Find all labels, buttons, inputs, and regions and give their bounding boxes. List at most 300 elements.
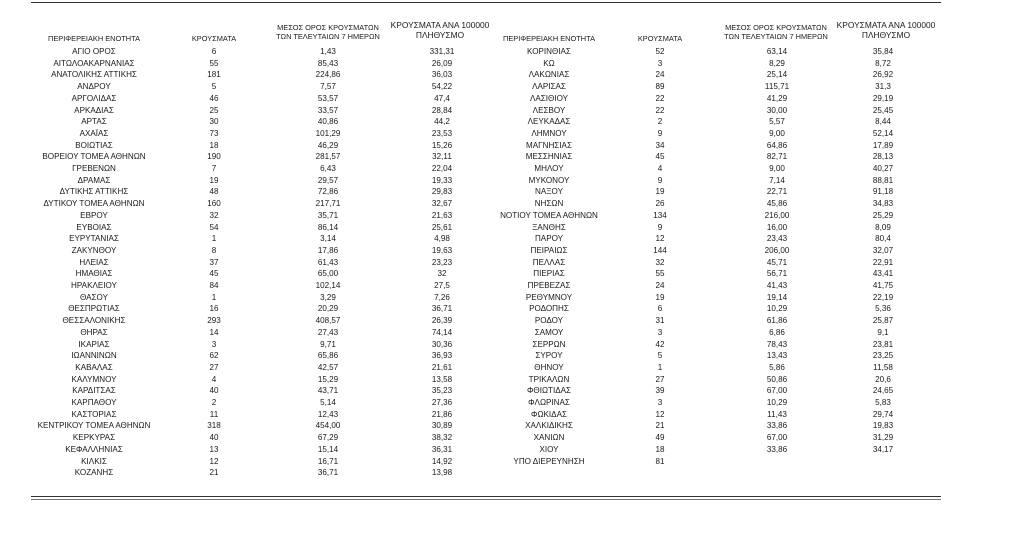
right-cell-cases: 6: [657, 304, 663, 314]
right-cell-region: ΜΑΓΝΗΣΙΑΣ: [526, 140, 572, 150]
left-cell-avg7: 72,86: [317, 187, 339, 197]
right-cell-per100k: 52,14: [872, 128, 894, 138]
left-cell-avg7: 9,71: [320, 339, 336, 349]
left-cell-cases: 8: [211, 245, 217, 255]
right-cell-cases: 22: [655, 105, 665, 115]
right-table-row: [0, 140, 1024, 152]
right-cell-per100k: 8,44: [875, 117, 891, 127]
left-cell-cases: 40: [209, 433, 219, 443]
right-table-row: [0, 339, 1024, 351]
right-cell-region: ΤΡΙΚΑΛΩΝ: [528, 374, 570, 384]
left-cell-avg7: 217,71: [315, 199, 341, 209]
right-cell-region: ΠΙΕΡΙΑΣ: [533, 269, 565, 279]
left-cell-region: ΑΝΑΤΟΛΙΚΗΣ ΑΤΤΙΚΗΣ: [51, 70, 137, 80]
left-cell-avg7: 3,29: [320, 292, 336, 302]
left-header-avg: [268, 24, 388, 41]
right-cell-avg7: 25,14: [766, 70, 788, 80]
left-cell-cases: 160: [207, 199, 221, 209]
right-cell-region: ΘΗΝΟΥ: [534, 362, 564, 372]
right-table-row: [0, 81, 1024, 93]
left-cell-cases: 40: [209, 386, 219, 396]
right-cell-region: ΠΕΛΛΑΣ: [532, 257, 566, 267]
right-cell-avg7: 56,71: [766, 269, 788, 279]
right-table-row: [0, 105, 1024, 117]
left-cell-avg7: 7,57: [320, 82, 336, 92]
left-cell-cases: 16: [209, 304, 219, 314]
right-cell-per100k: 8,09: [875, 222, 891, 232]
right-cell-cases: 134: [653, 210, 667, 220]
left-cell-avg7: 3,14: [320, 234, 336, 244]
right-table-row: [0, 222, 1024, 234]
right-cell-per100k: 41,75: [872, 281, 894, 290]
left-cell-avg7: 42,57: [317, 362, 339, 372]
left-cell-region: ΚΑΣΤΟΡΙΑΣ: [71, 409, 117, 419]
left-cell-region: ΕΒΡΟΥ: [80, 210, 108, 220]
left-cell-region: ΒΟΡΕΙΟΥ ΤΟΜΕΑ ΑΘΗΝΩΝ: [42, 152, 146, 162]
right-cell-per100k: 25,29: [872, 210, 894, 220]
right-cell-per100k: 17,89: [872, 140, 894, 150]
right-table-row: [0, 69, 1024, 81]
right-cell-avg7: 67,00: [766, 386, 788, 396]
right-cell-region: ΚΟΡΙΝΘΙΑΣ: [527, 47, 571, 56]
right-cell-per100k: 23,81: [872, 339, 894, 349]
left-cell-region: ΙΚΑΡΙΑΣ: [78, 339, 110, 349]
right-table-row: [0, 292, 1024, 304]
right-cell-avg7: 10,29: [766, 304, 788, 314]
left-cell-avg7: 224,86: [315, 70, 341, 80]
right-table-row: [0, 163, 1024, 175]
left-cell-cases: 14: [209, 327, 219, 337]
left-cell-avg7: 46,29: [317, 140, 339, 150]
left-cell-avg7: 408,57: [315, 316, 341, 326]
left-cell-region: ΑΓΙΟ ΟΡΟΣ: [72, 47, 116, 56]
left-cell-avg7: 6,43: [320, 164, 336, 173]
right-cell-avg7: 13,43: [766, 351, 788, 361]
right-cell-region: ΜΕΣΣΗΝΙΑΣ: [525, 152, 573, 162]
left-cell-region: ΑΙΤΩΛΟΑΚΑΡΝΑΝΙΑΣ: [53, 58, 135, 68]
bottom-rule-secondary: [31, 499, 941, 500]
right-cell-avg7: 6,86: [769, 327, 785, 337]
left-cell-per100k: 38,32: [431, 433, 453, 443]
right-cell-avg7: 7,14: [769, 175, 785, 185]
left-cell-cases: 5: [211, 82, 217, 92]
left-cell-cases: 1: [211, 234, 217, 244]
right-cell-region: ΠΕΙΡΑΙΩΣ: [530, 245, 568, 255]
left-header-avg-line2: ΤΩΝ ΤΕΛΕΥΤΑΙΩΝ 7 ΗΜΕΡΩΝ: [276, 31, 380, 41]
right-cell-region: ΛΑΣΙΘΙΟΥ: [529, 93, 569, 103]
left-cell-avg7: 101,29: [315, 128, 341, 138]
right-cell-cases: 26: [655, 199, 665, 209]
right-table-row: [0, 233, 1024, 245]
left-cell-avg7: 43,71: [317, 386, 339, 396]
right-cell-per100k: 19,83: [872, 421, 894, 431]
right-table-row: [0, 280, 1024, 292]
right-cell-cases: 3: [657, 327, 663, 337]
left-cell-region: ΚΟΖΑΝΗΣ: [74, 468, 114, 478]
right-cell-region: ΛΗΜΝΟΥ: [531, 128, 567, 138]
left-cell-cases: 19: [209, 175, 219, 185]
left-cell-per100k: 32: [437, 269, 447, 279]
left-cell-avg7: 36,71: [317, 468, 339, 478]
right-cell-region: ΠΡΕΒΕΖΑΣ: [527, 281, 571, 290]
right-cell-per100k: 31,29: [872, 433, 894, 443]
right-cell-region: ΚΩ: [543, 58, 555, 68]
right-cell-cases: 21: [655, 421, 665, 431]
left-cell-per100k: 36,31: [431, 444, 453, 454]
right-header-avg-line2: ΤΩΝ ΤΕΛΕΥΤΑΙΩΝ 7 ΗΜΕΡΩΝ: [724, 31, 828, 41]
right-cell-cases: 32: [655, 257, 665, 267]
left-cell-region: ΕΥΡΥΤΑΝΙΑΣ: [69, 234, 119, 244]
left-cell-avg7: 15,14: [317, 444, 339, 454]
right-cell-avg7: 45,71: [766, 257, 788, 267]
right-cell-avg7: 10,29: [766, 398, 788, 407]
right-cell-region: ΛΑΡΙΣΑΣ: [532, 82, 566, 92]
right-table-row: [0, 128, 1024, 140]
left-cell-avg7: 27,43: [317, 327, 339, 337]
right-cell-per100k: 80,4: [875, 234, 891, 244]
left-cell-per100k: 27,36: [431, 398, 453, 407]
right-cell-region: ΦΛΩΡΙΝΑΣ: [528, 398, 570, 407]
right-cell-cases: 19: [655, 292, 665, 302]
right-cell-per100k: 29,74: [872, 409, 894, 419]
left-cell-per100k: 26,09: [431, 58, 453, 68]
right-cell-cases: 1: [657, 362, 663, 372]
left-cell-cases: 18: [209, 140, 219, 150]
right-cell-cases: 4: [657, 164, 663, 173]
left-cell-cases: 46: [209, 93, 219, 103]
left-cell-per100k: 23,53: [431, 128, 453, 138]
right-cell-avg7: 23,43: [766, 234, 788, 244]
left-cell-region: ΑΡΤΑΣ: [81, 117, 107, 127]
right-cell-per100k: 22,91: [872, 257, 894, 267]
right-cell-cases: 3: [657, 398, 663, 407]
left-header-per100k-line2: ΠΛΗΘΥΣΜΟ: [415, 29, 465, 40]
left-cell-region: ΚΑΛΥΜΝΟΥ: [71, 374, 117, 384]
right-cell-cases: 34: [655, 140, 665, 150]
right-table-row: [0, 409, 1024, 421]
left-cell-per100k: 19,33: [431, 175, 453, 185]
right-cell-region: ΧΑΛΚΙΔΙΚΗΣ: [525, 421, 573, 431]
left-cell-per100k: 36,93: [431, 351, 453, 361]
right-cell-region: ΦΘΙΩΤΙΔΑΣ: [526, 386, 572, 396]
right-cell-per100k: 31,3: [875, 82, 891, 92]
right-cell-cases: 12: [655, 409, 665, 419]
right-header-cases: ΚΡΟΥΣΜΑΤΑ: [637, 34, 683, 43]
right-header-per100k-line2: ΠΛΗΘΥΣΜΟ: [861, 29, 911, 40]
right-cell-avg7: 8,29: [769, 58, 785, 68]
right-cell-avg7: 11,43: [767, 409, 787, 419]
right-cell-avg7: 115,71: [764, 82, 790, 92]
left-cell-avg7: 17,86: [317, 245, 339, 255]
right-cell-avg7: 19,14: [766, 292, 788, 302]
right-cell-region: ΝΗΣΩΝ: [534, 199, 564, 209]
right-table-row: [0, 315, 1024, 327]
left-cell-cases: 62: [209, 351, 219, 361]
right-cell-cases: 31: [655, 316, 665, 326]
right-cell-region: ΛΕΥΚΑΔΑΣ: [527, 117, 571, 127]
left-cell-per100k: 14,92: [431, 456, 453, 466]
left-cell-region: ΘΗΡΑΣ: [80, 327, 108, 337]
left-cell-per100k: 29,83: [431, 187, 453, 197]
right-cell-per100k: 34,17: [872, 444, 894, 454]
right-cell-per100k: 43,41: [872, 269, 894, 279]
left-header-per100k-line1: ΚΡΟΥΣΜΑΤΑ ΑΝΑ 100000: [390, 20, 490, 30]
left-cell-per100k: 15,26: [431, 140, 453, 150]
left-cell-avg7: 16,71: [317, 456, 339, 466]
left-cell-cases: 73: [209, 128, 219, 138]
right-cell-avg7: 78,43: [766, 339, 788, 349]
left-cell-per100k: 30,36: [431, 339, 453, 349]
right-cell-avg7: 5,86: [769, 362, 785, 372]
left-cell-cases: 4: [211, 374, 217, 384]
left-cell-avg7: 86,14: [317, 222, 339, 232]
right-cell-cases: 19: [655, 187, 665, 197]
right-cell-region: ΡΕΘΥΜΝΟΥ: [525, 292, 573, 302]
right-cell-region: ΧΑΝΙΩΝ: [533, 433, 565, 443]
left-cell-per100k: 23,23: [431, 257, 453, 267]
right-cell-region: ΧΙΟΥ: [539, 444, 559, 454]
left-cell-avg7: 35,71: [317, 210, 339, 220]
left-cell-cases: 21: [209, 468, 219, 478]
left-cell-per100k: 74,14: [431, 327, 453, 337]
left-cell-per100k: 13,58: [431, 374, 453, 384]
right-cell-region: ΦΩΚΙΔΑΣ: [531, 409, 567, 419]
left-cell-per100k: 7,26: [434, 292, 450, 302]
left-cell-region: ΔΥΤΙΚΟΥ ΤΟΜΕΑ ΑΘΗΝΩΝ: [43, 199, 145, 209]
right-table-row: [0, 58, 1024, 70]
left-cell-region: ΓΡΕΒΕΝΩΝ: [72, 164, 116, 173]
right-cell-cases: 12: [655, 234, 665, 244]
right-table-row: [0, 93, 1024, 105]
left-cell-avg7: 61,43: [317, 257, 339, 267]
right-header-region: ΠΕΡΙΦΕΡΕΙΑΚΗ ΕΝΟΤΗΤΑ: [503, 34, 595, 43]
right-cell-region: ΣΑΜΟΥ: [534, 327, 564, 337]
right-cell-cases: 3: [657, 58, 663, 68]
right-cell-per100k: 25,87: [872, 316, 894, 326]
right-cell-cases: 24: [655, 281, 665, 290]
right-table-row: [0, 303, 1024, 315]
left-cell-per100k: 28,84: [431, 105, 453, 115]
right-header-per100k: [826, 21, 946, 40]
right-cell-per100k: 91,18: [872, 187, 894, 197]
right-cell-per100k: 22,19: [872, 292, 894, 302]
right-cell-per100k: 34,83: [872, 199, 894, 209]
bottom-rule: [31, 496, 941, 497]
left-cell-per100k: 36,71: [431, 304, 453, 314]
right-cell-avg7: 216,00: [764, 210, 790, 220]
right-table-row: [0, 420, 1024, 432]
right-cell-cases: 42: [655, 339, 665, 349]
right-cell-cases: 52: [655, 47, 665, 56]
left-cell-cases: 32: [209, 210, 219, 220]
left-cell-per100k: 26,39: [431, 316, 453, 326]
right-cell-per100k: 29,19: [872, 93, 894, 103]
right-cell-cases: 18: [655, 444, 665, 454]
right-cell-cases: 144: [653, 245, 667, 255]
right-table-row: [0, 362, 1024, 374]
right-cell-cases: 9: [657, 128, 663, 138]
left-cell-region: ΑΡΚΑΔΙΑΣ: [74, 105, 114, 115]
left-cell-cases: 7: [211, 164, 217, 173]
left-cell-region: ΚΑΒΑΛΑΣ: [75, 362, 113, 372]
right-header-avg-line1: ΜΕΣΟΣ ΟΡΟΣ ΚΡΟΥΣΜΑΤΩΝ: [725, 23, 827, 32]
right-cell-region: ΝΑΞΟΥ: [535, 187, 563, 197]
left-cell-cases: 37: [209, 257, 219, 267]
left-cell-per100k: 21,86: [431, 409, 453, 419]
right-cell-avg7: 33,86: [766, 444, 788, 454]
left-cell-avg7: 53,57: [317, 93, 339, 103]
left-cell-region: ΘΕΣΠΡΩΤΙΑΣ: [68, 304, 120, 314]
left-cell-region: ΚΕΡΚΥΡΑΣ: [72, 433, 116, 443]
left-cell-cases: 55: [209, 58, 219, 68]
left-cell-cases: 1: [211, 292, 217, 302]
left-cell-region: ΕΥΒΟΙΑΣ: [76, 222, 112, 232]
right-table-row: [0, 350, 1024, 362]
left-cell-region: ΚΕΦΑΛΛΗΝΙΑΣ: [65, 444, 123, 454]
left-cell-cases: 54: [209, 222, 219, 232]
right-cell-cases: 39: [655, 386, 665, 396]
left-header-per100k: [380, 21, 500, 40]
right-cell-per100k: 40,27: [872, 164, 894, 173]
right-cell-cases: 22: [655, 93, 665, 103]
right-table-row: [0, 257, 1024, 269]
right-table-row: [0, 432, 1024, 444]
right-cell-avg7: 16,00: [766, 222, 788, 232]
left-header-avg-line1: ΜΕΣΟΣ ΟΡΟΣ ΚΡΟΥΣΜΑΤΩΝ: [277, 23, 379, 32]
left-cell-cases: 30: [209, 117, 219, 127]
right-cell-per100k: 25,45: [872, 105, 894, 115]
right-cell-per100k: 5,36: [875, 304, 891, 314]
left-cell-region: ΖΑΚΥΝΘΟΥ: [71, 245, 117, 255]
right-cell-avg7: 67,00: [766, 433, 788, 443]
right-cell-per100k: 88,81: [872, 175, 894, 185]
left-cell-cases: 2: [211, 398, 217, 407]
left-cell-per100k: 331,31: [429, 47, 455, 56]
left-cell-per100k: 22,04: [431, 164, 453, 173]
right-cell-region: ΥΠΟ ΔΙΕΡΕΥΝΗΣΗ: [513, 456, 585, 466]
right-cell-avg7: 22,71: [766, 187, 788, 197]
left-cell-cases: 25: [209, 105, 219, 115]
right-cell-per100k: 20,6: [875, 374, 891, 384]
right-header-per100k-line1: ΚΡΟΥΣΜΑΤΑ ΑΝΑ 100000: [836, 20, 936, 30]
right-header-avg: [716, 24, 836, 41]
left-cell-avg7: 85,43: [317, 58, 339, 68]
left-cell-per100k: 32,67: [431, 199, 453, 209]
left-cell-region: ΒΟΙΩΤΙΑΣ: [75, 140, 113, 150]
right-cell-avg7: 82,71: [766, 152, 788, 162]
right-cell-region: ΣΥΡΟΥ: [535, 351, 563, 361]
left-cell-region: ΑΧΑΪΑΣ: [79, 128, 109, 138]
left-cell-per100k: 36,03: [431, 70, 453, 80]
right-cell-avg7: 30,00: [766, 105, 788, 115]
right-table-row: [0, 116, 1024, 128]
left-cell-per100k: 13,98: [431, 468, 453, 478]
right-table-row: [0, 397, 1024, 409]
left-header-cases: ΚΡΟΥΣΜΑΤΑ: [191, 34, 237, 43]
right-cell-cases: 45: [655, 152, 665, 162]
left-cell-per100k: 35,23: [431, 386, 453, 396]
left-cell-region: ΔΡΑΜΑΣ: [77, 175, 111, 185]
left-cell-region: ΑΝΔΡΟΥ: [77, 82, 111, 92]
right-cell-cases: 55: [655, 269, 665, 279]
right-table-row: [0, 46, 1024, 58]
right-cell-cases: 49: [655, 433, 665, 443]
right-cell-avg7: 63,14: [766, 47, 788, 56]
right-cell-avg7: 41,29: [766, 93, 788, 103]
right-table-row: [0, 198, 1024, 210]
right-cell-per100k: 23,25: [872, 351, 894, 361]
left-cell-cases: 6: [211, 47, 217, 56]
right-cell-avg7: 9,00: [769, 164, 785, 173]
right-table-row: [0, 186, 1024, 198]
right-cell-cases: 9: [657, 222, 663, 232]
right-table-row: [0, 385, 1024, 397]
left-cell-region: ΘΕΣΣΑΛΟΝΙΚΗΣ: [62, 316, 126, 326]
left-cell-cases: 84: [209, 281, 219, 290]
left-cell-avg7: 1,43: [320, 47, 336, 56]
right-cell-per100k: 11,58: [873, 362, 893, 372]
left-cell-cases: 293: [207, 316, 221, 326]
right-cell-per100k: 9,1: [877, 327, 889, 337]
right-cell-region: ΛΑΚΩΝΙΑΣ: [528, 70, 570, 80]
right-cell-region: ΡΟΔΟΠΗΣ: [529, 304, 569, 314]
left-cell-avg7: 15,29: [317, 374, 339, 384]
left-cell-region: ΚΙΛΚΙΣ: [81, 456, 107, 466]
left-cell-cases: 48: [209, 187, 219, 197]
left-cell-avg7: 29,57: [317, 175, 339, 185]
left-cell-per100k: 27,5: [434, 281, 450, 290]
right-cell-avg7: 64,86: [766, 140, 788, 150]
left-cell-per100k: 21,63: [431, 210, 453, 220]
left-cell-avg7: 281,57: [315, 152, 341, 162]
left-cell-region: ΚΑΡΔΙΤΣΑΣ: [72, 386, 116, 396]
left-cell-avg7: 40,86: [317, 117, 339, 127]
left-header-region: ΠΕΡΙΦΕΡΕΙΑΚΗ ΕΝΟΤΗΤΑ: [48, 34, 140, 43]
right-cell-region: ΣΕΡΡΩΝ: [532, 339, 566, 349]
right-table-row: [0, 175, 1024, 187]
left-cell-region: ΚΕΝΤΡΙΚΟΥ ΤΟΜΕΑ ΑΘΗΝΩΝ: [37, 421, 151, 431]
right-cell-cases: 5: [657, 351, 663, 361]
left-cell-region: ΑΡΓΟΛΙΔΑΣ: [71, 93, 117, 103]
left-cell-cases: 45: [209, 269, 219, 279]
left-cell-avg7: 67,29: [317, 433, 339, 443]
right-cell-region: ΠΑΡΟΥ: [534, 234, 564, 244]
left-cell-cases: 3: [211, 339, 217, 349]
right-cell-per100k: 32,07: [872, 245, 894, 255]
left-cell-cases: 11: [209, 409, 219, 419]
right-cell-avg7: 9,00: [769, 128, 785, 138]
right-cell-region: ΛΕΣΒΟΥ: [532, 105, 566, 115]
left-cell-cases: 318: [207, 421, 221, 431]
right-cell-per100k: 28,13: [872, 152, 894, 162]
right-cell-per100k: 26,92: [872, 70, 894, 80]
left-cell-per100k: 32,11: [432, 152, 452, 162]
right-table-row: [0, 151, 1024, 163]
left-cell-per100k: 4,98: [434, 234, 450, 244]
left-cell-avg7: 5,14: [320, 398, 336, 407]
right-cell-region: ΜΥΚΟΝΟΥ: [528, 175, 570, 185]
right-cell-per100k: 35,84: [872, 47, 894, 56]
right-cell-region: ΡΟΔΟΥ: [534, 316, 564, 326]
right-table-row: [0, 456, 1024, 468]
left-cell-region: ΘΑΣΟΥ: [80, 292, 108, 302]
right-cell-avg7: 41,43: [766, 281, 788, 290]
left-cell-region: ΗΛΕΙΑΣ: [79, 257, 109, 267]
left-cell-region: ΗΡΑΚΛΕΙΟΥ: [71, 281, 117, 290]
left-cell-cases: 181: [207, 70, 221, 80]
right-cell-cases: 9: [657, 175, 663, 185]
right-cell-avg7: 50,86: [766, 374, 788, 384]
